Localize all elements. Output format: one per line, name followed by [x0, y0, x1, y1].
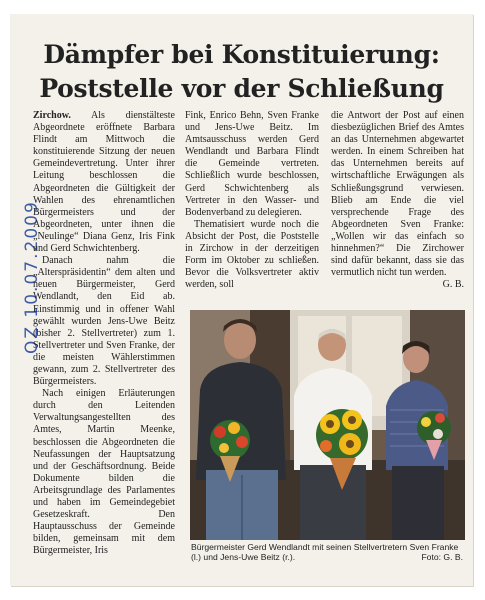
article-photo	[190, 310, 465, 540]
paragraph: Thematisiert wurde noch die Absicht der Post, die Poststelle in Zirchow in der derzeitigen Form im Oktober zu schließen. Bevor die Volksvertreter aktiv werden, soll	[185, 218, 319, 291]
headline-line-2: Poststelle vor der Schließung	[39, 74, 444, 103]
photo-caption	[191, 542, 463, 563]
caption-text: Bürgermeister Gerd Wendlandt mit seinen Stellvertretern Sven Franke (l.) und Jens-Uwe Beitz (r.).	[191, 542, 459, 563]
dateline-place: Zirchow.	[33, 110, 71, 121]
article-column-3	[331, 110, 464, 291]
headline	[10, 38, 473, 106]
headline-line-1: Dämpfer bei Konstituierung:	[43, 40, 440, 69]
handwritten-date-note: OZ 10.07.2009	[22, 200, 42, 354]
article-column-1	[33, 110, 175, 557]
paragraph	[33, 110, 175, 255]
paragraph: Danach nahm die „Alterspräsidentin“ dem alten und neuen Bürgermeister, Gerd Wendlandt, den Eid ab. Einstimmig und in offener Wahl gewählt wurden Jens-Uwe Beitz (bisher 2. Stellvertreter) zum 1. Stellvertreter und Sven Franke, der die meisten Wählerstimmen gewann, zum 2. Stellvertreter des Bürgermeisters.	[33, 255, 175, 388]
photo-illustration	[190, 310, 465, 540]
newspaper-clipping	[10, 14, 473, 586]
paragraph: Fink, Enrico Behn, Sven Franke und Jens-Uwe Beitz. Im Amtsausschuss werden Gerd Wendlandt und Barbara Flindt die Gemeinde vertreten. Schließlich wurde beschlossen, Gerd Schwichtenberg als Vertreter in den Wasser- und Bodenverband zu delegieren.	[185, 110, 319, 218]
paragraph: die Antwort der Post auf einen diesbezüglichen Brief des Amtes an das Unternehmen abgewartet werden. In einem Schreiben hat das Unternehmen bereits auf wirtschaftliche Erwägungen als Schließungsgrund verwiesen. Blieb am Ende die viel versprechende Frage des Abgeordneten Sven Franke: „Wollen wir das einfach so hinnehmen?“ Die Zirchower sind dafür bekannt, dass sie das vermutlich nicht tun werden.	[331, 110, 464, 279]
article-column-2	[185, 110, 319, 291]
photo-credit: Foto: G. B.	[421, 552, 463, 563]
author-signature: G. B.	[442, 279, 464, 291]
paragraph-text: Als dienstälteste Abgeordnete eröffnete Barbara Flindt am Mittwoch die konstituierende Sitzung der neuen Gemeindevertretung. Unter ihrer Leitung beschlossen die Abgeordneten die Gültigkeit der Wahlen des ehrenamtlichen Bürgermeisters und der Abgeordneten, unter ihnen die „Neulinge“ Diana Genz, Iris Fink und Gerd Schwichtenberg.	[33, 110, 175, 255]
paragraph: Nach einigen Erläuterungen durch den Leitenden Verwaltungsangestellten des Amtes, Martin Meenke, beschlossen die Abgeordneten die Neufassungen der Hauptsatzung und der Geschäftsordnung. Beide Dokumente bilden die Arbeitsgrundlage des Parlamentes und haben im Gemeindegebiet Gesetzeskraft. Den Hauptausschuss der Gemeinde bilden, gemeinsam mit dem Bürgermeister, Iris	[33, 388, 175, 557]
